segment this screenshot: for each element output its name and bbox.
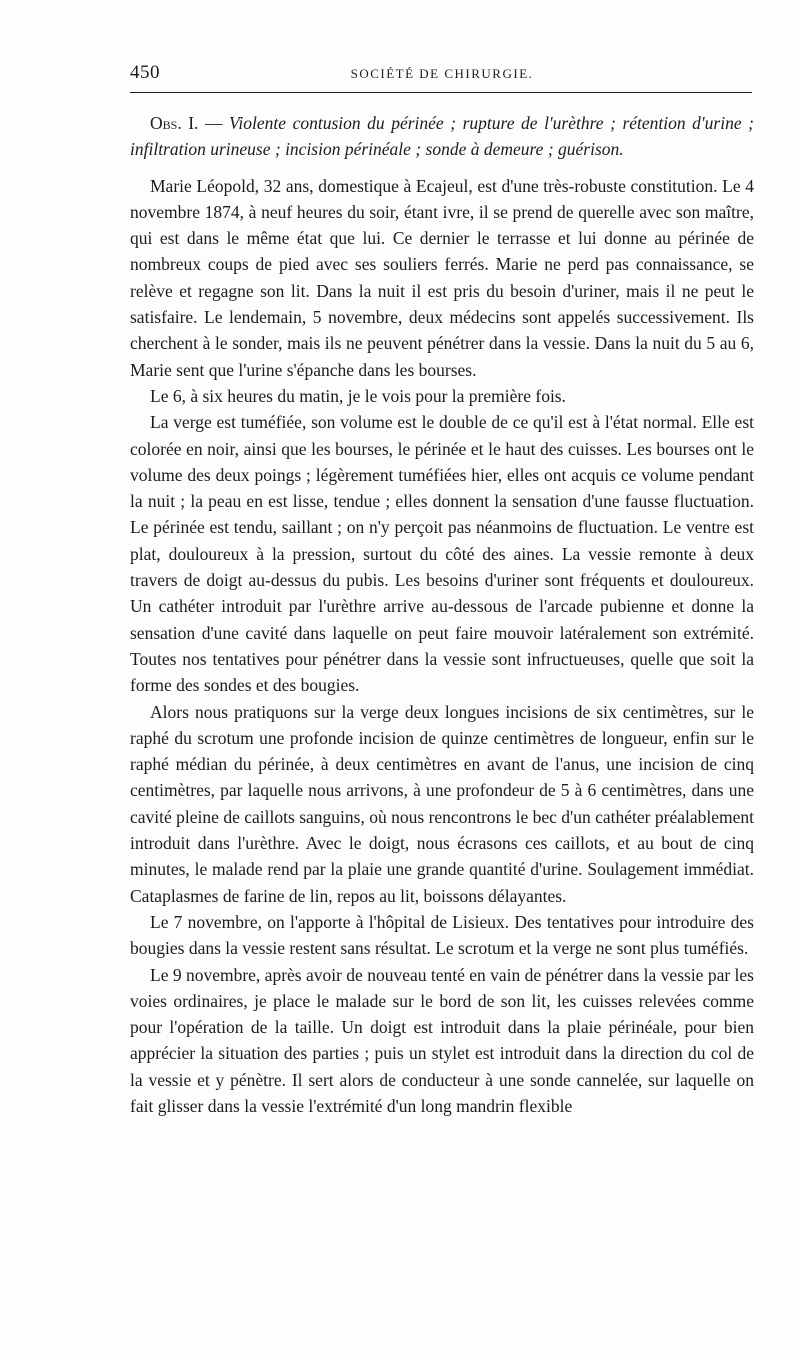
observation-label: Obs. I. — <box>150 113 223 133</box>
paragraph: Alors nous pratiquons sur la verge deux longues incisions de six centimètres, sur le raphé du scrotum une profonde incision de quinze centimètres de longueur, enfin sur le raphé médian du périnée, à deux centimètres en avant de l'anus, une incision de cinq centimètres, par laquelle nous arrivons, à une profondeur de 5 à 6 centimètres, dans une cavité pleine de caillots sanguins, où nous rencontrons le bec d'un cathéter préalablement introduit dans l'urèthre. Avec le doigt, nous écrasons ces caillots, et au bout de cinq minutes, le malade rend par la plaie une grande quantité d'urine. Soulagement immédiat. Cataplasmes de farine de lin, repos au lit, boissons délayantes. <box>130 701 754 906</box>
page-body <box>130 110 754 1119</box>
observation-subject: Violente contusion du périnée ; rupture de l'urèthre ; rétention d'urine ; infiltration urineuse ; incision périnéale ; sonde à demeure ; guérison. <box>130 113 754 160</box>
header-rule <box>130 92 752 93</box>
page-header <box>130 58 754 88</box>
paragraph: Le 6, à six heures du matin, je le vois pour la première fois. <box>150 385 566 406</box>
paragraph: Marie Léopold, 32 ans, domestique à Ecajeul, est d'une très-robuste constitution. Le 4 novembre 1874, à neuf heures du soir, étant ivre, il se prend de querelle avec son maître, qui est dans le même état que lui. Ce dernier le terrasse et lui donne au périnée de nombreux coups de pied avec ses souliers ferrés. Marie ne perd pas connaissance, se relève et regagne son lit. Dans la nuit il est pris du besoin d'uriner, mais il ne peut le satisfaire. Le lendemain, 5 novembre, deux médecins sont appelés successivement. Ils cherchent à le sonder, mais ils ne peuvent pénétrer dans la vessie. Dans la nuit du 5 au 6, Marie sent que l'urine s'épanche dans les bourses. <box>130 175 754 380</box>
paragraph: La verge est tuméfiée, son volume est le double de ce qu'il est à l'état normal. Elle est colorée en noir, ainsi que les bourses, le périnée et le haut des cuisses. Les bourses ont le volume des deux poings ; légèrement tuméfiées hier, elles ont acquis ce volume pendant la nuit ; la peau en est lisse, tendue ; elles donnent la sensation d'une fausse fluctuation. Le périnée est tendu, saillant ; on n'y perçoit pas néanmoins de fluctuation. Le ventre est plat, douloureux à la pression, surtout du côté des aines. La vessie remonte à deux travers de doigt au-dessus du pubis. Les besoins d'uriner sont fréquents et douloureux. Un cathéter introduit par l'urèthre arrive au-dessous de l'arcade pubienne et donne la sensation d'une cavité dans laquelle on peut faire mouvoir latéralement son extrémité. Toutes nos tentatives pour pénétrer dans la vessie sont infructueuses, quelle que soit la forme des sondes et des bougies. <box>130 412 754 696</box>
page-number: 450 <box>130 62 160 83</box>
paragraph: Le 9 novembre, après avoir de nouveau tenté en vain de pénétrer dans la vessie par les voies ordinaires, je place le malade sur le bord de son lit, les cuisses relevées comme pour l'opération de la taille. Un doigt est introduit dans la plaie périnéale, pour bien apprécier la situation des parties ; puis un stylet est introduit dans la direction du col de la vessie et y pénètre. Il sert alors de conducteur à une sonde cannelée, sur laquelle on fait glisser dans la vessie l'extrémité d'un long mandrin flexible <box>130 964 754 1116</box>
paragraph: Le 7 novembre, on l'apporte à l'hôpital de Lisieux. Des tentatives pour introduire des bougies dans la vessie restent sans résultat. Le scrotum et la verge ne sont plus tuméfiés. <box>130 911 754 959</box>
observation-heading <box>130 110 754 163</box>
running-head: SOCIÉTÉ DE CHIRURGIE. <box>350 66 534 81</box>
